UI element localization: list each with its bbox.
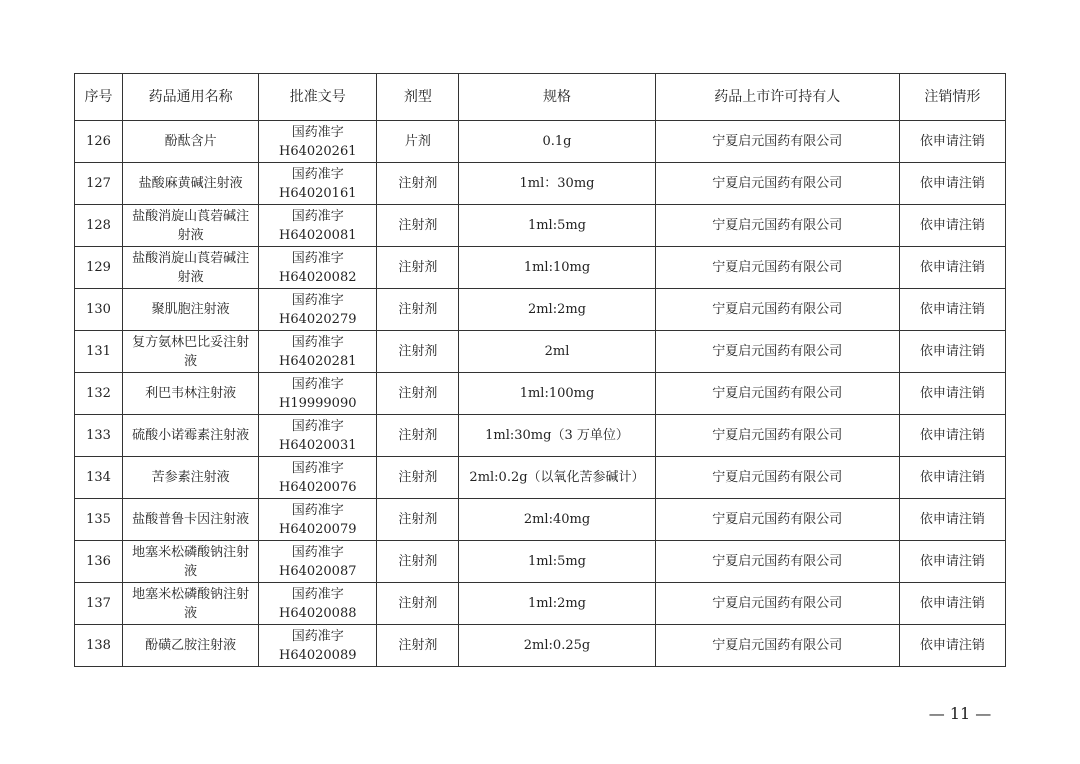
cell-license-holder: 宁夏启元国药有限公司 [655,163,899,205]
cell-specification: 2ml:40mg [459,499,655,541]
cell-dosage-form: 注射剂 [377,373,459,415]
cell-drug-name-line: 液 [184,353,198,369]
cell-drug-name-line: 复方氨林巴比妥注射 [132,334,250,350]
cell-approval-number [259,583,377,625]
cell-cancellation-status: 依申请注销 [899,415,1005,457]
cell-specification: 1ml:100mg [459,373,655,415]
cell-approval-number-line: 国药准字 [291,628,344,644]
header-approval-number: 批准文号 [259,74,377,121]
table-row [75,205,1006,247]
cell-drug-name [123,499,259,541]
cell-serial-number: 138 [75,625,123,667]
cell-approval-number [259,205,377,247]
cell-drug-name-line: 液 [184,563,198,579]
cell-cancellation-status: 依申请注销 [899,247,1005,289]
cell-drug-name [123,163,259,205]
cell-cancellation-status: 依申请注销 [899,457,1005,499]
cell-specification: 2ml [459,331,655,373]
cell-approval-number [259,247,377,289]
cell-drug-name-line: 射液 [177,269,204,285]
cell-serial-number: 130 [75,289,123,331]
cell-license-holder: 宁夏启元国药有限公司 [655,625,899,667]
cell-approval-number-line: H64020031 [278,437,357,453]
cell-approval-number-line: H64020076 [278,479,357,495]
header-specification: 规格 [459,74,655,121]
cell-cancellation-status: 依申请注销 [899,121,1005,163]
cell-serial-number: 133 [75,415,123,457]
cell-dosage-form: 注射剂 [377,331,459,373]
cell-approval-number [259,541,377,583]
cell-license-holder: 宁夏启元国药有限公司 [655,247,899,289]
cell-cancellation-status: 依申请注销 [899,331,1005,373]
cell-drug-name [123,373,259,415]
cell-drug-name [123,247,259,289]
cell-license-holder: 宁夏启元国药有限公司 [655,457,899,499]
table-row [75,625,1006,667]
cell-approval-number-line: 国药准字 [291,418,344,434]
table-row [75,583,1006,625]
cell-approval-number-line: H64020281 [278,353,357,369]
cell-serial-number: 131 [75,331,123,373]
cell-license-holder: 宁夏启元国药有限公司 [655,583,899,625]
cell-specification: 1ml:5mg [459,205,655,247]
table-row [75,163,1006,205]
table-row [75,289,1006,331]
header-license-holder: 药品上市许可持有人 [655,74,899,121]
cell-approval-number-line: H19999090 [278,395,357,411]
cell-drug-name-line: 酚磺乙胺注射液 [145,638,237,653]
cell-cancellation-status: 依申请注销 [899,583,1005,625]
cell-approval-number [259,415,377,457]
table-row [75,121,1006,163]
cell-drug-name-line: 地塞米松磷酸钠注射 [132,586,250,602]
table-row [75,331,1006,373]
cell-serial-number: 129 [75,247,123,289]
cell-drug-name-line: 盐酸麻黄碱注射液 [138,176,243,191]
cell-license-holder: 宁夏启元国药有限公司 [655,205,899,247]
cell-drug-name-line: 液 [184,605,198,621]
cell-serial-number: 128 [75,205,123,247]
cell-approval-number [259,121,377,163]
cell-approval-number-line: 国药准字 [291,544,344,560]
header-cancellation-status: 注销情形 [899,74,1005,121]
cell-approval-number [259,289,377,331]
cell-dosage-form: 注射剂 [377,205,459,247]
cell-approval-number-line: H64020087 [278,563,357,579]
cell-drug-name [123,121,259,163]
cell-drug-name-line: 苦参素注射液 [151,470,230,485]
cell-dosage-form: 注射剂 [377,247,459,289]
cell-license-holder: 宁夏启元国药有限公司 [655,541,899,583]
cell-approval-number-line: 国药准字 [291,376,344,392]
cell-specification: 1ml:30mg（3 万单位） [459,415,655,457]
cell-specification: 2ml:0.2g（以氧化苦参碱计） [459,457,655,499]
cell-serial-number: 135 [75,499,123,541]
cell-drug-name [123,331,259,373]
cell-drug-name-line: 利巴韦林注射液 [145,386,237,401]
cell-serial-number: 127 [75,163,123,205]
cell-dosage-form: 注射剂 [377,583,459,625]
table-header [75,74,1006,121]
cell-dosage-form: 片剂 [377,121,459,163]
cell-dosage-form: 注射剂 [377,289,459,331]
table-row [75,415,1006,457]
cell-approval-number-line: 国药准字 [291,586,344,602]
cell-serial-number: 132 [75,373,123,415]
cell-drug-name [123,625,259,667]
cell-license-holder: 宁夏启元国药有限公司 [655,499,899,541]
cell-approval-number-line: H64020081 [278,227,357,243]
cell-drug-name-line: 盐酸消旋山莨菪碱注 [132,208,250,224]
cell-dosage-form: 注射剂 [377,625,459,667]
cell-specification: 1ml：30mg [459,163,655,205]
cell-drug-name [123,205,259,247]
cell-serial-number: 126 [75,121,123,163]
cell-serial-number: 137 [75,583,123,625]
cell-approval-number-line: H64020279 [278,311,357,327]
cell-approval-number-line: H64020161 [278,185,357,201]
cell-drug-name-line: 硫酸小诺霉素注射液 [132,428,250,443]
cell-drug-name-line: 聚肌胞注射液 [151,302,230,317]
drug-cancellation-table [74,73,1006,667]
cell-drug-name [123,415,259,457]
cell-cancellation-status: 依申请注销 [899,541,1005,583]
cell-approval-number-line: H64020082 [278,269,357,285]
table-row [75,457,1006,499]
cell-cancellation-status: 依申请注销 [899,289,1005,331]
cell-drug-name-line: 地塞米松磷酸钠注射 [132,544,250,560]
cell-drug-name-line: 盐酸消旋山莨菪碱注 [132,250,250,266]
cell-approval-number-line: 国药准字 [291,292,344,308]
cell-approval-number [259,373,377,415]
cell-specification: 2ml:2mg [459,289,655,331]
cell-specification: 1ml:10mg [459,247,655,289]
table-body [75,121,1006,667]
header-dosage-form: 剂型 [377,74,459,121]
cell-approval-number [259,331,377,373]
table-row [75,373,1006,415]
cell-specification: 0.1g [459,121,655,163]
cell-approval-number-line: 国药准字 [291,460,344,476]
cell-drug-name [123,583,259,625]
cell-cancellation-status: 依申请注销 [899,499,1005,541]
cell-drug-name [123,541,259,583]
cell-approval-number [259,163,377,205]
cell-license-holder: 宁夏启元国药有限公司 [655,331,899,373]
header-row [75,74,1006,121]
cell-drug-name [123,289,259,331]
cell-approval-number-line: H64020261 [278,143,357,159]
cell-dosage-form: 注射剂 [377,415,459,457]
cell-specification: 2ml:0.25g [459,625,655,667]
cell-serial-number: 134 [75,457,123,499]
header-serial-number: 序号 [75,74,123,121]
cell-approval-number-line: 国药准字 [291,124,344,140]
cell-drug-name-line: 盐酸普鲁卡因注射液 [132,512,250,527]
cell-specification: 1ml:5mg [459,541,655,583]
cell-dosage-form: 注射剂 [377,457,459,499]
cell-approval-number-line: 国药准字 [291,208,344,224]
cell-approval-number [259,457,377,499]
cell-license-holder: 宁夏启元国药有限公司 [655,121,899,163]
cell-drug-name [123,457,259,499]
cell-cancellation-status: 依申请注销 [899,373,1005,415]
cell-approval-number-line: 国药准字 [291,502,344,518]
cell-dosage-form: 注射剂 [377,541,459,583]
cell-approval-number-line: H64020088 [278,605,357,621]
cell-approval-number-line: 国药准字 [291,166,344,182]
table-row [75,499,1006,541]
header-drug-name: 药品通用名称 [123,74,259,121]
cell-approval-number-line: 国药准字 [291,334,344,350]
cell-license-holder: 宁夏启元国药有限公司 [655,289,899,331]
cell-drug-name-line: 酚酞含片 [164,134,217,149]
cell-approval-number [259,499,377,541]
table-row [75,247,1006,289]
cell-dosage-form: 注射剂 [377,163,459,205]
cell-cancellation-status: 依申请注销 [899,205,1005,247]
cell-serial-number: 136 [75,541,123,583]
cell-approval-number-line: H64020089 [278,647,357,663]
cell-approval-number [259,625,377,667]
cell-approval-number-line: H64020079 [278,521,357,537]
cell-cancellation-status: 依申请注销 [899,163,1005,205]
cell-approval-number-line: 国药准字 [291,250,344,266]
cell-license-holder: 宁夏启元国药有限公司 [655,415,899,457]
cell-drug-name-line: 射液 [177,227,204,243]
cell-license-holder: 宁夏启元国药有限公司 [655,373,899,415]
page-number: — 11 — [928,704,992,723]
table-row [75,541,1006,583]
cell-cancellation-status: 依申请注销 [899,625,1005,667]
cell-specification: 1ml:2mg [459,583,655,625]
cell-dosage-form: 注射剂 [377,499,459,541]
